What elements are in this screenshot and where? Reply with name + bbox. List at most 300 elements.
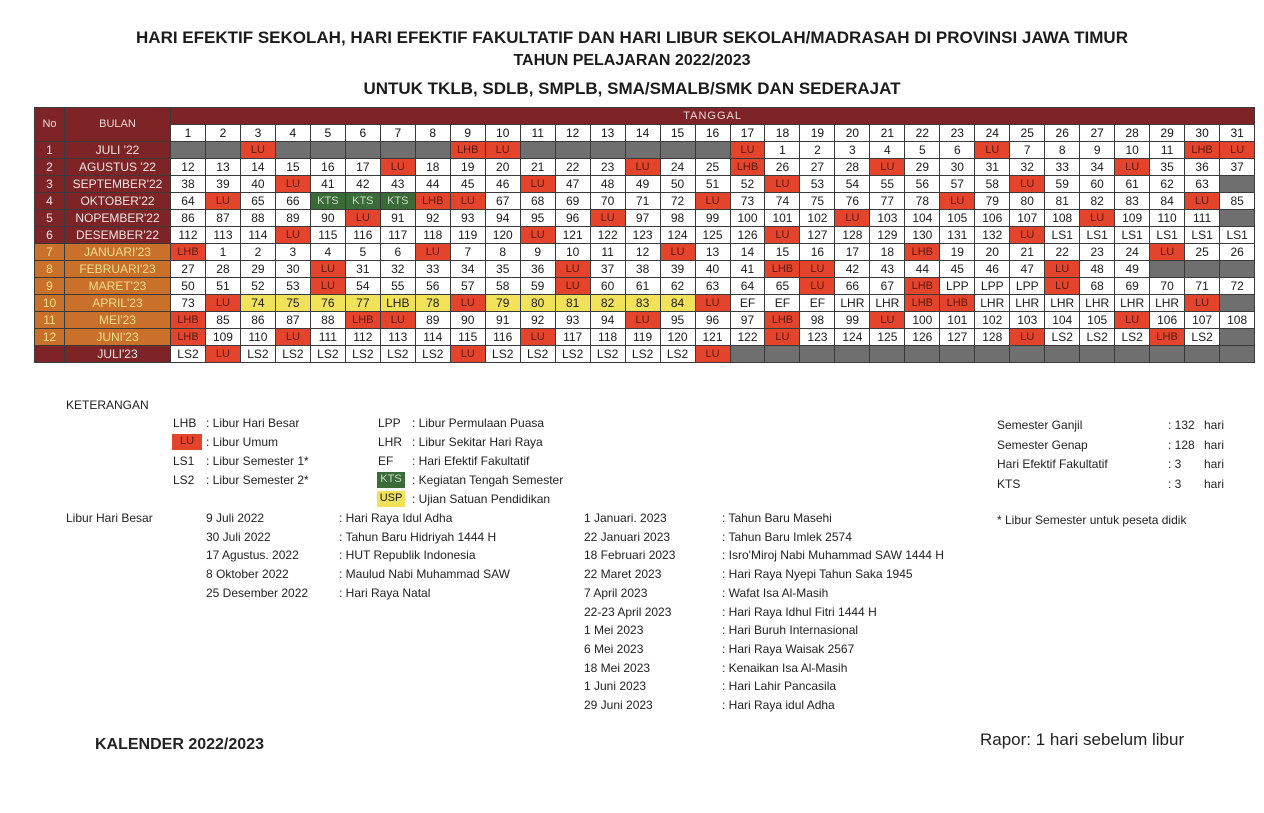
day-cell: 57 [450, 278, 485, 295]
day-cell: 61 [1115, 176, 1150, 193]
row-number: 3 [35, 176, 65, 193]
day-cell: 4 [310, 244, 345, 261]
day-cell: LU [1185, 295, 1220, 312]
day-cell: 112 [345, 329, 380, 346]
legend-description: : Libur Sekitar Hari Raya [412, 435, 543, 449]
day-cell: 78 [415, 295, 450, 312]
day-cell: LS1 [1045, 227, 1080, 244]
day-number-header: 15 [660, 125, 695, 142]
day-cell: 127 [940, 329, 975, 346]
holiday-name: : Hari Raya Idhul Fitri 1444 H [722, 604, 877, 619]
day-cell: 44 [905, 261, 940, 278]
legend-description: : Libur Permulaan Puasa [412, 416, 545, 430]
day-cell: LU [520, 227, 555, 244]
month-name: MARET'23 [65, 278, 171, 295]
day-number-header: 3 [240, 125, 275, 142]
day-cell: 36 [1185, 159, 1220, 176]
table-row [35, 295, 1255, 312]
day-cell: LU [1185, 193, 1220, 210]
day-cell: 49 [625, 176, 660, 193]
day-number-header: 28 [1115, 125, 1150, 142]
day-number-header: 12 [555, 125, 590, 142]
day-cell: 11 [1150, 142, 1185, 159]
day-cell: 107 [1185, 312, 1220, 329]
holiday-date: 30 Juli 2022 [206, 529, 271, 544]
row-number: 5 [35, 210, 65, 227]
holiday-name: : Hari Buruh Internasional [722, 623, 859, 638]
day-cell: 55 [870, 176, 905, 193]
day-cell: 117 [380, 227, 415, 244]
summary-unit: hari [1204, 476, 1225, 491]
day-cell: LU [275, 329, 310, 346]
day-cell: 87 [275, 312, 310, 329]
day-cell [1220, 295, 1255, 312]
day-cell: LU [380, 159, 415, 176]
day-cell: LU [1150, 244, 1185, 261]
day-cell: 92 [415, 210, 450, 227]
day-cell: 53 [800, 176, 835, 193]
day-cell: KTS [310, 193, 345, 210]
day-cell: EF [800, 295, 835, 312]
day-cell: LU [625, 159, 660, 176]
day-cell: LPP [975, 278, 1010, 295]
day-cell: 30 [275, 261, 310, 278]
day-cell: 64 [730, 278, 765, 295]
day-cell: 132 [975, 227, 1010, 244]
day-number-header: 11 [520, 125, 555, 142]
day-cell: 84 [660, 295, 695, 312]
day-cell: 108 [1045, 210, 1080, 227]
day-cell: LS2 [590, 346, 625, 363]
day-cell: 103 [870, 210, 905, 227]
day-cell: 38 [171, 176, 206, 193]
day-cell: 43 [870, 261, 905, 278]
day-cell: 13 [205, 159, 240, 176]
day-cell: 19 [450, 159, 485, 176]
day-cell: LHB [415, 193, 450, 210]
day-cell [1220, 261, 1255, 278]
day-cell: 94 [590, 312, 625, 329]
day-cell: 112 [171, 227, 206, 244]
column-header-no: No [35, 108, 65, 142]
day-cell: 82 [590, 295, 625, 312]
day-cell: 120 [485, 227, 520, 244]
day-number-header: 13 [590, 125, 625, 142]
day-number-header: 7 [380, 125, 415, 142]
day-cell: LS1 [1150, 227, 1185, 244]
day-cell: 86 [240, 312, 275, 329]
day-cell: 93 [555, 312, 590, 329]
table-row [35, 278, 1255, 295]
legend-description: : Libur Semester 2* [206, 473, 309, 487]
day-cell: 111 [310, 329, 345, 346]
day-cell: 123 [800, 329, 835, 346]
day-cell: 9 [1080, 142, 1115, 159]
day-cell: 10 [555, 244, 590, 261]
day-cell: 108 [1220, 312, 1255, 329]
day-cell: 87 [205, 210, 240, 227]
day-cell: LHB [1150, 329, 1185, 346]
day-cell: 6 [940, 142, 975, 159]
day-cell: 26 [1220, 244, 1255, 261]
footnote: * Libur Semester untuk peseta didik [997, 513, 1187, 527]
day-cell: 16 [310, 159, 345, 176]
day-number-header: 22 [905, 125, 940, 142]
table-row [35, 244, 1255, 261]
day-cell: 19 [940, 244, 975, 261]
summary-value: : 132 [1168, 418, 1195, 432]
day-cell: KTS [380, 193, 415, 210]
day-cell: 85 [1220, 193, 1255, 210]
day-cell: 100 [730, 210, 765, 227]
day-cell: 128 [975, 329, 1010, 346]
day-cell: LHB [450, 142, 485, 159]
holiday-date: 29 Juni 2023 [584, 698, 653, 712]
holidays-title: Libur Hari Besar [66, 511, 153, 525]
day-cell: 17 [345, 159, 380, 176]
summary-value: : 3 [1168, 476, 1182, 491]
day-cell: LHB [171, 244, 206, 261]
day-cell: 118 [590, 329, 625, 346]
day-cell: 119 [625, 329, 660, 346]
day-cell: 62 [660, 278, 695, 295]
day-number-header: 29 [1150, 125, 1185, 142]
row-number: 4 [35, 193, 65, 210]
legend-code-lu: LU [172, 434, 202, 450]
day-cell: LHB [730, 159, 765, 176]
legend-code-lhr: LHR [378, 435, 403, 449]
day-cell: 5 [905, 142, 940, 159]
day-cell: 79 [975, 193, 1010, 210]
day-cell: 121 [555, 227, 590, 244]
day-cell: LU [940, 193, 975, 210]
day-cell: 106 [975, 210, 1010, 227]
day-cell: LU [450, 193, 485, 210]
legend-code-lpp: LPP [378, 416, 401, 430]
day-cell: 102 [800, 210, 835, 227]
day-cell: LU [1045, 278, 1080, 295]
day-cell [380, 142, 415, 159]
holiday-date: 22-23 April 2023 [584, 604, 672, 619]
day-cell: LS2 [345, 346, 380, 363]
day-number-header: 8 [415, 125, 450, 142]
month-name: MEI'23 [65, 312, 171, 329]
day-cell: LU [275, 176, 310, 193]
day-cell [1185, 261, 1220, 278]
day-cell: 81 [555, 295, 590, 312]
legend-description: : Ujian Satuan Pendidikan [412, 492, 551, 506]
day-number-header: 5 [310, 125, 345, 142]
day-cell: 2 [800, 142, 835, 159]
day-number-header: 23 [940, 125, 975, 142]
day-cell: 56 [415, 278, 450, 295]
day-cell: 60 [1080, 176, 1115, 193]
day-cell [590, 142, 625, 159]
day-cell: 8 [1045, 142, 1080, 159]
day-cell: LU [1080, 210, 1115, 227]
day-cell: 105 [1080, 312, 1115, 329]
day-cell: LS2 [380, 346, 415, 363]
day-cell: 48 [1080, 261, 1115, 278]
day-cell: EF [730, 295, 765, 312]
day-cell: 28 [835, 159, 870, 176]
day-cell: KTS [345, 193, 380, 210]
day-number-header: 24 [975, 125, 1010, 142]
day-cell: LS2 [555, 346, 590, 363]
day-cell: 7 [450, 244, 485, 261]
legend-code-kts: KTS [377, 472, 405, 488]
table-row [35, 329, 1255, 346]
day-cell: 32 [380, 261, 415, 278]
day-cell: LU [800, 278, 835, 295]
page-subtitle-2: UNTUK TKLB, SDLB, SMPLB, SMA/SMALB/SMK DAN SEDERAJAT [363, 79, 901, 98]
column-header-bulan: BULAN [65, 108, 171, 142]
row-number: 9 [35, 278, 65, 295]
holiday-name: : Maulud Nabi Muhammad SAW [339, 567, 510, 582]
day-cell: 63 [1185, 176, 1220, 193]
day-cell: 58 [975, 176, 1010, 193]
day-cell: 111 [1185, 210, 1220, 227]
legend-description: : Kegiatan Tengah Semester [412, 473, 564, 487]
month-name: JANUARI'23 [65, 244, 171, 261]
day-cell: LU [240, 142, 275, 159]
summary-value: : 128 [1168, 437, 1195, 452]
day-cell: 3 [275, 244, 310, 261]
day-cell: 54 [835, 176, 870, 193]
day-cell: 17 [835, 244, 870, 261]
day-cell: 6 [380, 244, 415, 261]
day-cell: 64 [171, 193, 206, 210]
day-cell: 21 [520, 159, 555, 176]
day-cell: LU [1115, 159, 1150, 176]
day-cell: LS2 [660, 346, 695, 363]
holiday-name: : Hari Raya Waisak 2567 [722, 641, 855, 656]
day-cell [415, 142, 450, 159]
day-number-header: 10 [485, 125, 520, 142]
day-cell: LS2 [1045, 329, 1080, 346]
day-cell: 96 [695, 312, 730, 329]
day-cell: LU [275, 227, 310, 244]
day-cell: 41 [730, 261, 765, 278]
day-number-header: 21 [870, 125, 905, 142]
day-cell: 29 [240, 261, 275, 278]
day-cell: 65 [765, 278, 800, 295]
summary-label: Semester Ganjil [997, 418, 1083, 432]
day-cell: 29 [905, 159, 940, 176]
day-cell: LS2 [240, 346, 275, 363]
holiday-name: : Tahun Baru Masehi [722, 511, 832, 525]
day-cell: 57 [940, 176, 975, 193]
day-cell: 31 [975, 159, 1010, 176]
day-cell: 79 [485, 295, 520, 312]
day-cell: LS2 [485, 346, 520, 363]
holiday-date: 18 Mei 2023 [584, 660, 651, 675]
day-cell: 41 [310, 176, 345, 193]
day-cell: 15 [275, 159, 310, 176]
day-cell: 32 [1010, 159, 1045, 176]
day-cell: 125 [870, 329, 905, 346]
row-number [35, 346, 65, 363]
day-cell: 36 [520, 261, 555, 278]
day-cell: 10 [1115, 142, 1150, 159]
day-cell: 14 [240, 159, 275, 176]
day-cell: 22 [1045, 244, 1080, 261]
day-cell: 39 [205, 176, 240, 193]
day-cell [835, 346, 870, 363]
day-cell: LU [870, 159, 905, 176]
day-cell: 124 [660, 227, 695, 244]
day-cell: 68 [520, 193, 555, 210]
day-cell: 114 [415, 329, 450, 346]
day-number-header: 9 [450, 125, 485, 142]
day-cell: 98 [660, 210, 695, 227]
day-cell: 113 [380, 329, 415, 346]
day-cell: 33 [415, 261, 450, 278]
day-cell: LS1 [1115, 227, 1150, 244]
day-cell [1220, 176, 1255, 193]
legend-description: : Hari Efektif Fakultatif [412, 454, 530, 468]
holiday-date: 17 Agustus. 2022 [206, 548, 299, 563]
page-subtitle: TAHUN PELAJARAN 2022/2023 [513, 52, 751, 69]
day-cell: 52 [730, 176, 765, 193]
day-cell [1220, 346, 1255, 363]
table-row [35, 227, 1255, 244]
day-cell: 118 [415, 227, 450, 244]
day-cell: 116 [485, 329, 520, 346]
day-cell: 74 [240, 295, 275, 312]
day-cell: 99 [695, 210, 730, 227]
day-cell: 104 [905, 210, 940, 227]
day-number-header: 6 [345, 125, 380, 142]
day-cell: 93 [450, 210, 485, 227]
day-cell: 110 [240, 329, 275, 346]
legend-code-ef: EF [378, 454, 394, 468]
holiday-date: 22 Januari 2023 [584, 529, 671, 544]
day-cell: LHB [905, 278, 940, 295]
day-cell: LS2 [1080, 329, 1115, 346]
day-cell: LU [765, 329, 800, 346]
day-cell: 33 [1045, 159, 1080, 176]
day-cell: 106 [1150, 312, 1185, 329]
day-cell [800, 346, 835, 363]
day-cell: 59 [520, 278, 555, 295]
day-cell: 83 [625, 295, 660, 312]
day-cell: LU [765, 227, 800, 244]
day-cell: 31 [345, 261, 380, 278]
row-number: 8 [35, 261, 65, 278]
day-cell: 39 [660, 261, 695, 278]
holiday-date: 1 Juni 2023 [584, 679, 647, 694]
day-cell [1115, 346, 1150, 363]
day-cell: LU [1220, 142, 1255, 159]
day-cell: 123 [625, 227, 660, 244]
day-cell: 66 [275, 193, 310, 210]
table-row [35, 312, 1255, 329]
day-cell: LU [800, 261, 835, 278]
day-cell: 69 [555, 193, 590, 210]
day-number-header: 2 [205, 125, 240, 142]
day-cell: LU [205, 193, 240, 210]
day-cell: 45 [940, 261, 975, 278]
legend-title: KETERANGAN [66, 398, 149, 412]
day-cell: LU [625, 312, 660, 329]
day-cell [275, 142, 310, 159]
holiday-date: 8 Oktober 2022 [206, 567, 289, 582]
legend-code-ls1: LS1 [173, 454, 195, 468]
holiday-name: : Hari Raya Natal [339, 585, 431, 600]
day-cell: 22 [555, 159, 590, 176]
month-name: JULI'23 [65, 346, 171, 363]
day-cell: LHB [940, 295, 975, 312]
day-cell: 23 [1080, 244, 1115, 261]
day-cell: 56 [905, 176, 940, 193]
day-cell [520, 142, 555, 159]
day-cell: LHB [380, 295, 415, 312]
day-cell: 109 [1115, 210, 1150, 227]
day-cell: LS1 [1185, 227, 1220, 244]
day-cell: 88 [240, 210, 275, 227]
day-cell: 52 [240, 278, 275, 295]
day-cell: 126 [905, 329, 940, 346]
table-row [35, 210, 1255, 227]
day-cell: 86 [171, 210, 206, 227]
day-cell [870, 346, 905, 363]
summary-value: : 3 [1168, 457, 1182, 471]
day-cell: 92 [520, 312, 555, 329]
day-cell: 96 [555, 210, 590, 227]
day-cell: 71 [625, 193, 660, 210]
day-cell: 97 [625, 210, 660, 227]
holiday-name: : Tahun Baru Imlek 2574 [722, 529, 852, 544]
day-cell: 69 [1115, 278, 1150, 295]
day-cell: 84 [1150, 193, 1185, 210]
legend-code-usp: USP [377, 491, 405, 507]
day-number-header: 20 [835, 125, 870, 142]
day-cell [905, 346, 940, 363]
day-cell: LU [415, 244, 450, 261]
day-cell: 46 [485, 176, 520, 193]
day-cell: LU [1010, 227, 1045, 244]
day-cell: 121 [695, 329, 730, 346]
day-cell: 35 [485, 261, 520, 278]
day-cell: 38 [625, 261, 660, 278]
day-cell: LHB [171, 312, 206, 329]
day-cell: LHR [870, 295, 905, 312]
holiday-name: : Hari Raya Idul Adha [339, 511, 453, 525]
day-cell: LHR [835, 295, 870, 312]
day-cell: 66 [835, 278, 870, 295]
day-cell: 23 [590, 159, 625, 176]
holiday-name: : Tahun Baru Hidriyah 1444 H [339, 529, 497, 544]
day-number-header: 16 [695, 125, 730, 142]
day-cell: 67 [870, 278, 905, 295]
day-cell: LHB [1185, 142, 1220, 159]
day-number-header: 26 [1045, 125, 1080, 142]
day-cell: 1 [765, 142, 800, 159]
day-cell [1150, 261, 1185, 278]
day-cell: 97 [730, 312, 765, 329]
summary-label: Hari Efektif Fakultatif [997, 457, 1108, 471]
day-cell: LU [450, 295, 485, 312]
row-number: 1 [35, 142, 65, 159]
day-cell: 100 [905, 312, 940, 329]
day-cell [1045, 346, 1080, 363]
day-cell: 103 [1010, 312, 1045, 329]
day-cell: 68 [1080, 278, 1115, 295]
day-cell: 90 [310, 210, 345, 227]
row-number: 11 [35, 312, 65, 329]
day-cell: 73 [730, 193, 765, 210]
